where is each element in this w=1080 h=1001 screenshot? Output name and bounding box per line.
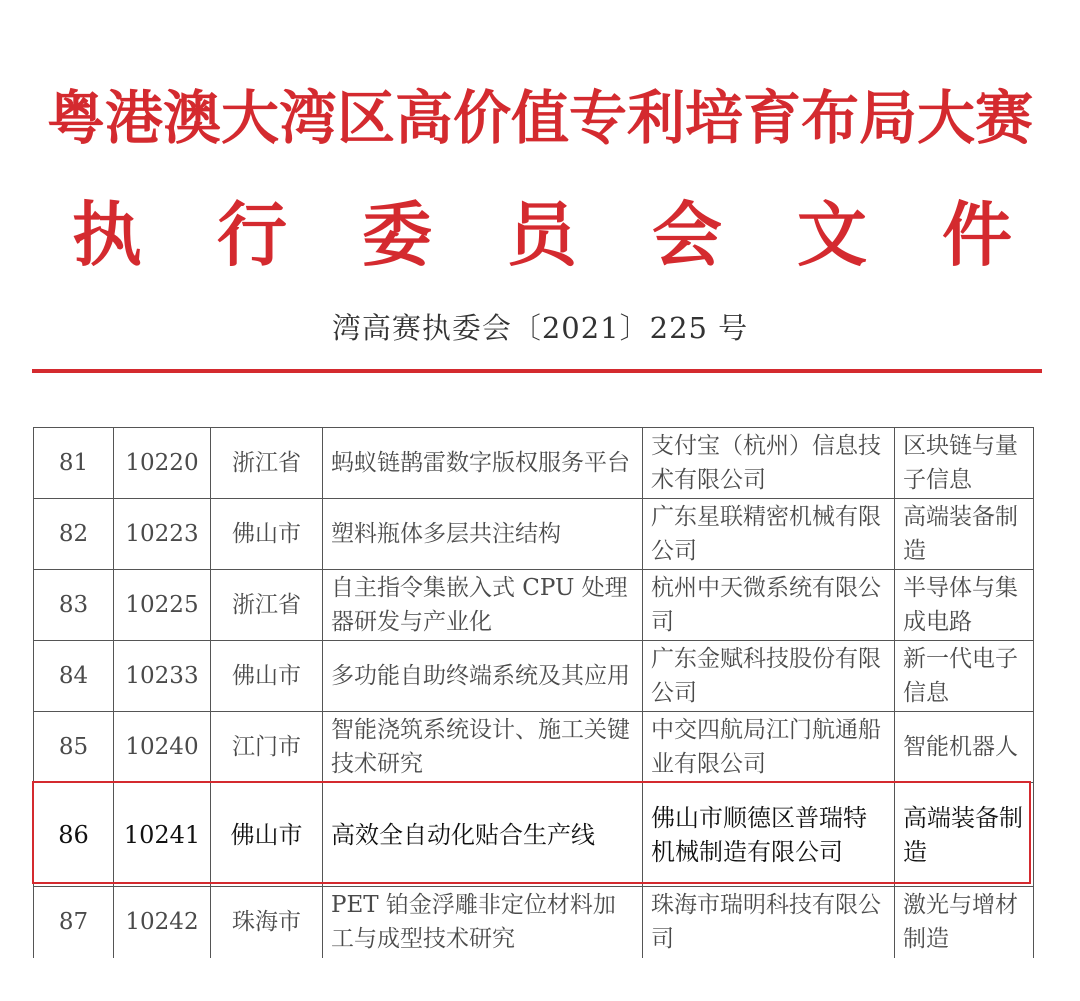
table-row	[34, 887, 1034, 958]
project-name: PET 铂金浮雕非定位材料加工与成型技术研究	[323, 887, 643, 958]
entry-id: 10241	[114, 783, 211, 887]
project-name: 高效全自动化贴合生产线	[323, 783, 643, 887]
region: 佛山市	[211, 499, 323, 570]
entry-id: 10240	[114, 712, 211, 783]
row-number: 81	[34, 428, 114, 499]
entry-id: 10233	[114, 641, 211, 712]
company-name: 珠海市瑞明科技有限公司	[643, 887, 895, 958]
entry-id: 10223	[114, 499, 211, 570]
award-table	[33, 427, 1034, 958]
title-char: 行	[217, 194, 287, 276]
industry-field: 新一代电子信息	[895, 641, 1034, 712]
region: 佛山市	[211, 641, 323, 712]
project-name: 蚂蚁链鹊雷数字版权服务平台	[323, 428, 643, 499]
title-char: 文	[797, 194, 867, 276]
row-number: 86	[34, 783, 114, 887]
region: 佛山市	[211, 783, 323, 887]
table-row	[34, 641, 1034, 712]
document-title-line2	[72, 190, 1012, 280]
row-number: 82	[34, 499, 114, 570]
table-row	[34, 712, 1034, 783]
title-char: 委	[362, 194, 432, 276]
document-number: 湾高赛执委会〔2021〕225 号	[331, 311, 749, 345]
entry-id: 10242	[114, 887, 211, 958]
industry-field: 高端装备制造	[895, 783, 1034, 887]
company-name: 广东金赋科技股份有限公司	[643, 641, 895, 712]
table-row	[34, 570, 1034, 641]
project-name: 自主指令集嵌入式 CPU 处理器研发与产业化	[323, 570, 643, 641]
table-row	[34, 428, 1034, 499]
company-name: 中交四航局江门航通船业有限公司	[643, 712, 895, 783]
company-name: 佛山市顺德区普瑞特机械制造有限公司	[643, 783, 895, 887]
region: 浙江省	[211, 428, 323, 499]
region: 江门市	[211, 712, 323, 783]
header-divider	[32, 369, 1042, 373]
project-name: 多功能自助终端系统及其应用	[323, 641, 643, 712]
row-number: 84	[34, 641, 114, 712]
industry-field: 激光与增材制造	[895, 887, 1034, 958]
company-name: 杭州中天微系统有限公司	[643, 570, 895, 641]
industry-field: 区块链与量子信息	[895, 428, 1034, 499]
entry-id: 10225	[114, 570, 211, 641]
company-name: 支付宝（杭州）信息技术有限公司	[643, 428, 895, 499]
row-number: 85	[34, 712, 114, 783]
row-number: 87	[34, 887, 114, 958]
industry-field: 高端装备制造	[895, 499, 1034, 570]
region: 浙江省	[211, 570, 323, 641]
title-char: 员	[507, 194, 577, 276]
entry-id: 10220	[114, 428, 211, 499]
table-row	[34, 499, 1034, 570]
document-title-line1: 粤港澳大湾区高价值专利培育布局大赛	[46, 84, 1033, 152]
region: 珠海市	[211, 887, 323, 958]
row-number: 83	[34, 570, 114, 641]
title-char: 会	[652, 194, 722, 276]
industry-field: 智能机器人	[895, 712, 1034, 783]
title-char: 执	[72, 194, 142, 276]
title-char: 件	[942, 194, 1012, 276]
industry-field: 半导体与集成电路	[895, 570, 1034, 641]
company-name: 广东星联精密机械有限公司	[643, 499, 895, 570]
project-name: 智能浇筑系统设计、施工关键技术研究	[323, 712, 643, 783]
highlighted-table-row	[34, 783, 1034, 887]
project-name: 塑料瓶体多层共注结构	[323, 499, 643, 570]
